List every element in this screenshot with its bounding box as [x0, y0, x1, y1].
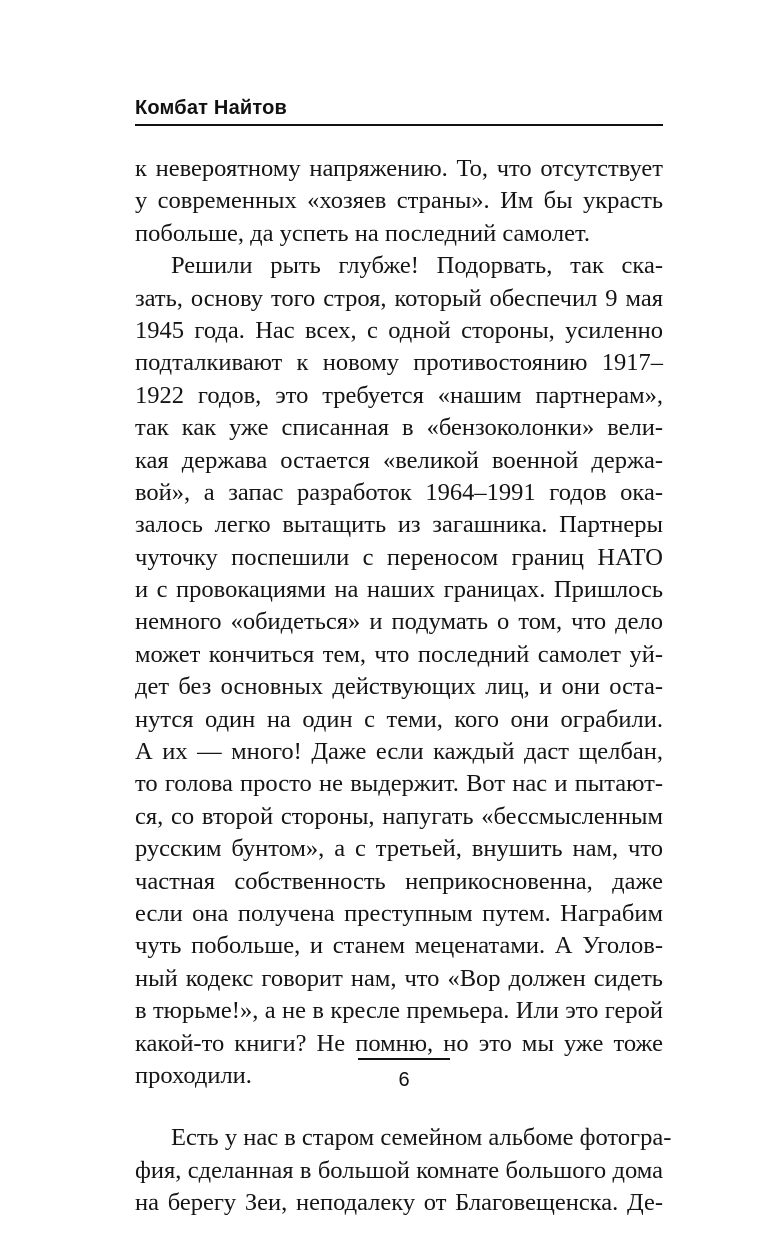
text-line: нутся один на один с теми, кого они ограбили.: [135, 705, 663, 733]
paragraph-1: [135, 153, 663, 250]
text-line: 1945 года. Нас всех, с одной стороны, усиленно: [135, 316, 663, 344]
running-header: Комбат Найтов: [135, 97, 288, 119]
text-line: к невероятному напряжению. То, что отсутствует: [135, 155, 663, 182]
text-line: чуть побольше, и станем меценатами. А Уголов-: [135, 932, 663, 960]
text-line: частная собственность неприкосновенна, даже: [135, 867, 663, 895]
text-line: Есть у нас в старом семейном альбоме фотогра-: [171, 1124, 672, 1152]
text-line: зать, основу того строя, который обеспечил 9 мая: [135, 284, 663, 312]
text-line: вой», а запас разработок 1964–1991 годов ока-: [135, 478, 663, 506]
text-line: дет без основных действующих лиц, и они оста-: [135, 673, 663, 701]
text-line: залось легко вытащить из загашника. Партнеры: [135, 511, 663, 539]
text-line: побольше, да успеть на последний самолет.: [135, 219, 590, 247]
header-rule: [135, 124, 663, 126]
text-line: чуточку поспешили с переносом границ НАТО: [135, 543, 663, 571]
text-line: в тюрьме!», а не в кресле премьера. Или это герой: [135, 997, 663, 1025]
text-line: 1922 годов, это требуется «нашим партнерам»,: [135, 381, 663, 409]
section-gap: [135, 1092, 663, 1122]
text-line: так как уже списанная в «бензоколонки» вели-: [135, 414, 663, 442]
text-line: кая держава остается «великой военной держа-: [135, 446, 663, 474]
text-line: какой-то книги? Не помню, но это мы уже тоже: [135, 1029, 663, 1057]
text-line: на берегу Зеи, неподалеку от Благовещенска. Де-: [135, 1189, 663, 1217]
text-line: и с провокациями на наших границах. Пришлось: [135, 576, 663, 604]
footer-rule: [358, 1058, 450, 1060]
text-line: проходили.: [135, 1061, 252, 1089]
text-line: если она получена преступным путем. Награбим: [135, 899, 663, 927]
text-line: ный кодекс говорит нам, что «Вор должен сидеть: [135, 964, 663, 992]
text-line: у современных «хозяев страны». Им бы украсть: [135, 187, 663, 215]
text-line: А их — много! Даже если каждый даст щелбан,: [135, 738, 663, 766]
paragraph-3: [135, 1122, 672, 1219]
paragraph-2: [135, 250, 663, 1092]
text-line: русским бунтом», а с третьей, внушить нам, что: [135, 835, 663, 863]
text-line: ся, со второй стороны, напугать «бессмысленным: [135, 802, 663, 830]
page-number: 6: [398, 1069, 410, 1091]
text-line: может кончиться тем, что последний самолет уй-: [135, 640, 663, 668]
text-line: то голова просто не выдержит. Вот нас и пытают-: [135, 770, 663, 798]
text-line: Решили рыть глубже! Подорвать, так ска-: [171, 252, 663, 280]
text-line: подталкивают к новому противостоянию 1917–: [135, 349, 663, 377]
text-line: немного «обидеться» и подумать о том, что дело: [135, 608, 663, 636]
text-line: фия, сделанная в большой комнате большого дома: [135, 1156, 663, 1184]
